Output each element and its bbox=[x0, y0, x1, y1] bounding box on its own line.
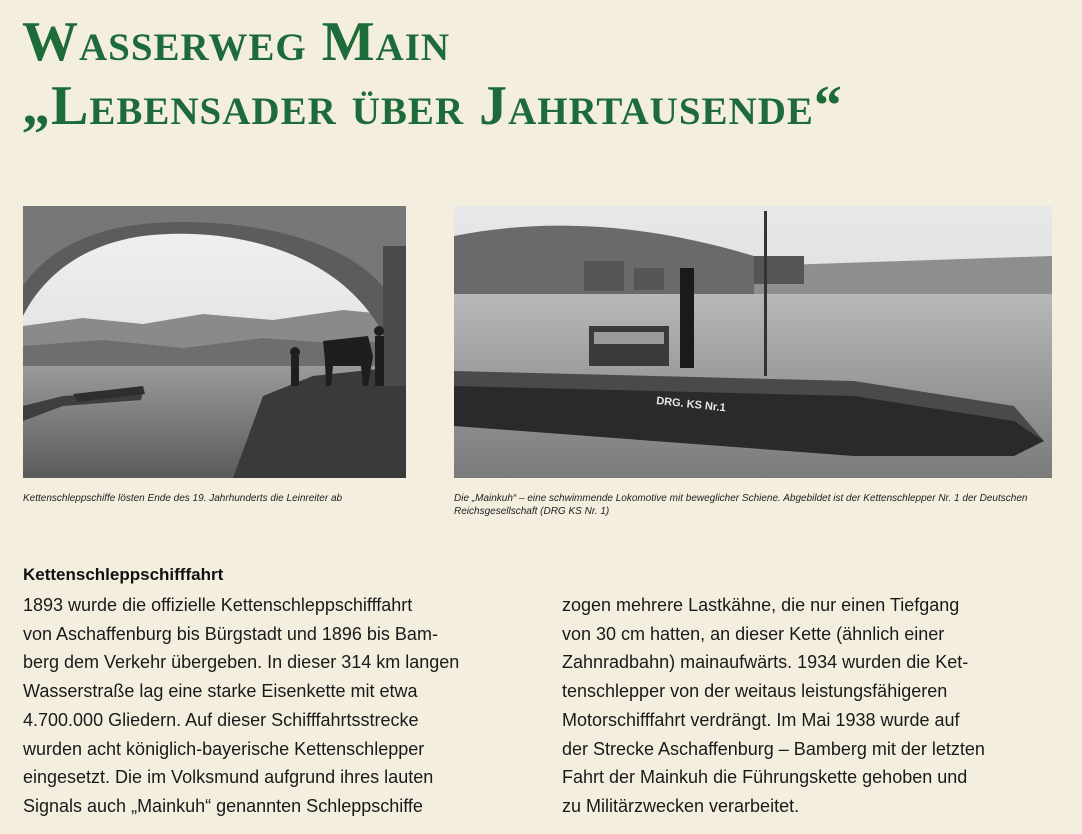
photo-bridge-towpath-image bbox=[23, 206, 406, 478]
column-2-line: zu Militärzwecken verarbeitet. bbox=[562, 795, 800, 816]
photo-caption-2: Die „Mainkuh“ – eine schwimmende Lokomotive mit beweglicher Schiene. Abgebildet ist der Kettenschlepper Nr. 1 der Deutschen Reichsgesellschaft (DRG KS Nr. 1) bbox=[454, 493, 1028, 517]
column-1-line: 1893 wurde die offizielle Kettenschleppschifffahrt bbox=[23, 595, 413, 615]
column-1-line: wurden acht königlich-bayerische Kettenschlepper bbox=[23, 738, 425, 759]
column-1-line: 4.700.000 Gliedern. Auf dieser Schifffahrtsstrecke bbox=[23, 709, 419, 730]
page-title bbox=[22, 10, 843, 138]
column-2-line: von 30 cm hatten, an dieser Kette (ähnlich einer bbox=[562, 623, 945, 644]
column-2-line: zogen mehrere Lastkähne, die nur einen Tiefgang bbox=[562, 595, 960, 615]
column-2-line: Motorschifffahrt verdrängt. Im Mai 1938 wurde auf bbox=[562, 709, 960, 730]
title-line-1: Wasserweg Main bbox=[22, 11, 451, 73]
title-line-2: „Lebensader über Jahrtausende“ bbox=[22, 75, 843, 137]
column-1-line: Wasserstraße lag eine starke Eisenkette mit etwa bbox=[23, 681, 418, 702]
hull-label: DRG. KS Nr.1 bbox=[655, 395, 727, 415]
column-1-line: berg dem Verkehr übergeben. In dieser 314 km langen bbox=[23, 652, 460, 673]
photo-bridge-towpath bbox=[23, 206, 406, 478]
column-2-line: tenschlepper von der weitaus leistungsfähigeren bbox=[562, 681, 948, 702]
photo-chain-tug bbox=[454, 206, 1052, 478]
column-2-line: Zahnradbahn) mainaufwärts. 1934 wurden die Ket- bbox=[562, 652, 969, 673]
column-1-line: von Aschaffenburg bis Bürgstadt und 1896 bis Bam- bbox=[23, 623, 438, 644]
column-1-line: Signals auch „Mainkuh“ genannten Schleppschiffe bbox=[23, 795, 423, 816]
section-heading: Kettenschleppschifffahrt bbox=[23, 565, 224, 584]
photo-caption-1: Kettenschleppschiffe lösten Ende des 19. Jahrhunderts die Leinreiter ab bbox=[23, 493, 343, 504]
column-2-line: Fahrt der Mainkuh die Führungskette gehoben und bbox=[562, 767, 968, 788]
photo-chain-tug-image bbox=[454, 206, 1052, 478]
article-column-1 bbox=[23, 591, 523, 821]
column-2-line: der Strecke Aschaffenburg – Bamberg mit der letzten bbox=[562, 738, 985, 759]
column-1-line: eingesetzt. Die im Volksmund aufgrund ihres lauten bbox=[23, 767, 434, 788]
article-column-2 bbox=[562, 591, 1062, 821]
